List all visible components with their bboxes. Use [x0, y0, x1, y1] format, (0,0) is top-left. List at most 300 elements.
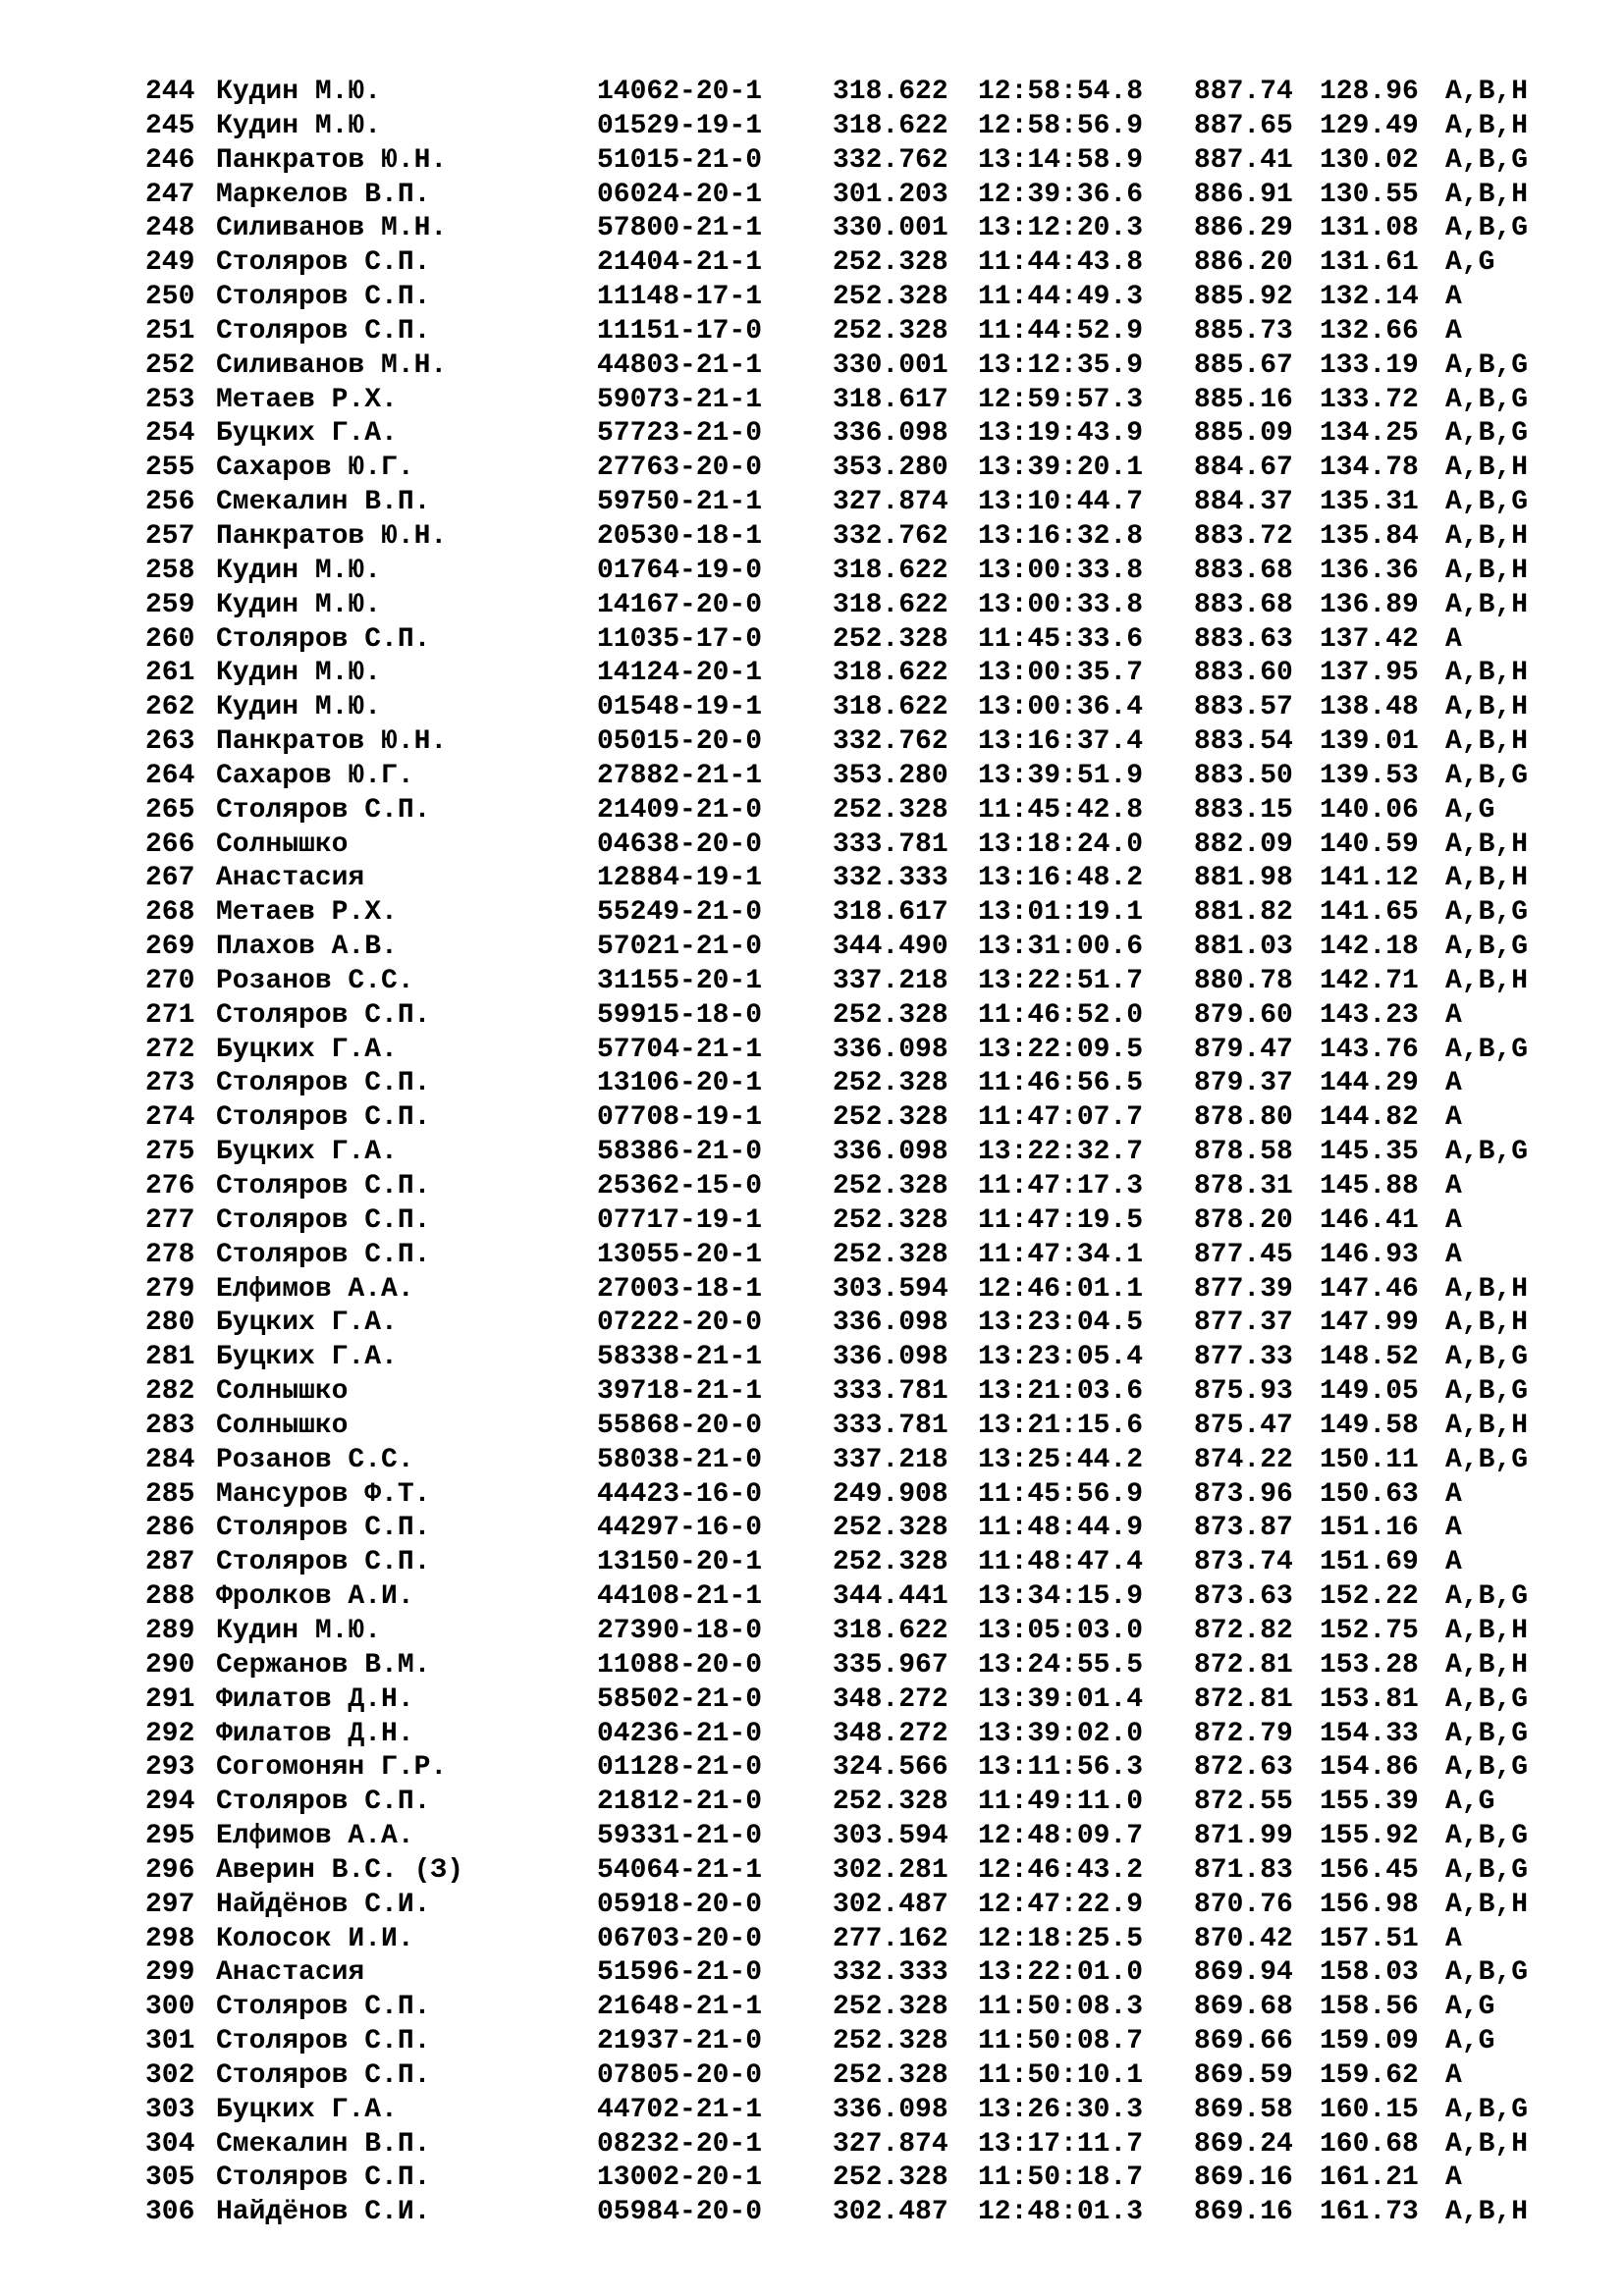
coefficient: 147.46 — [1320, 1273, 1419, 1305]
ring-number: 07717-19-1 — [597, 1204, 763, 1236]
categories: A,B,H — [1445, 965, 1529, 996]
place-number: 252 — [145, 349, 195, 381]
place-number: 253 — [145, 384, 195, 415]
participant-name: Солнышко — [216, 1410, 349, 1441]
ring-number: 44297-16-0 — [597, 1513, 763, 1544]
coefficient: 152.22 — [1320, 1581, 1419, 1613]
distance: 318.622 — [833, 1615, 948, 1646]
participant-name: Столяров С.П. — [216, 1239, 431, 1270]
coefficient: 143.76 — [1320, 1034, 1419, 1065]
categories: A,B,H — [1445, 726, 1529, 758]
arrival-time: 12:58:56.9 — [978, 110, 1144, 141]
arrival-time: 13:23:05.4 — [978, 1342, 1144, 1373]
coefficient: 159.09 — [1320, 2026, 1419, 2057]
categories: A — [1445, 1478, 1462, 1510]
participant-name: Буцких Г.А. — [216, 1137, 398, 1168]
coefficient: 158.03 — [1320, 1957, 1419, 1989]
place-number: 266 — [145, 828, 195, 860]
participant-name: Смекалин В.П. — [216, 487, 431, 518]
coefficient: 141.65 — [1320, 897, 1419, 929]
speed: 869.24 — [1194, 2128, 1293, 2160]
ring-number: 07222-20-0 — [597, 1308, 763, 1339]
participant-name: Буцких Г.А. — [216, 418, 398, 450]
ring-number: 51015-21-0 — [597, 144, 763, 176]
speed: 870.76 — [1194, 1889, 1293, 1920]
ring-number: 11035-17-0 — [597, 623, 763, 655]
arrival-time: 13:18:24.0 — [978, 828, 1144, 860]
speed: 871.83 — [1194, 1854, 1293, 1886]
speed: 879.60 — [1194, 999, 1293, 1031]
coefficient: 153.81 — [1320, 1683, 1419, 1715]
participant-name: Елфимов А.А. — [216, 1821, 414, 1852]
distance: 336.098 — [833, 1137, 948, 1168]
place-number: 265 — [145, 794, 195, 826]
categories: A — [1445, 2059, 1462, 2091]
ring-number: 54064-21-1 — [597, 1854, 763, 1886]
categories: A,B,H — [1445, 1273, 1529, 1305]
distance: 252.328 — [833, 2026, 948, 2057]
speed: 886.91 — [1194, 179, 1293, 210]
coefficient: 157.51 — [1320, 1923, 1419, 1954]
arrival-time: 11:45:42.8 — [978, 794, 1144, 826]
participant-name: Кудин М.Ю. — [216, 658, 382, 689]
distance: 252.328 — [833, 1068, 948, 1099]
speed: 871.99 — [1194, 1821, 1293, 1852]
categories: A,B,G — [1445, 897, 1529, 929]
place-number: 246 — [145, 144, 195, 176]
distance: 336.098 — [833, 1342, 948, 1373]
arrival-time: 13:19:43.9 — [978, 418, 1144, 450]
participant-name: Метаев Р.Х. — [216, 897, 398, 929]
speed: 885.09 — [1194, 418, 1293, 450]
arrival-time: 13:39:51.9 — [978, 760, 1144, 791]
coefficient: 140.59 — [1320, 828, 1419, 860]
coefficient: 141.12 — [1320, 863, 1419, 894]
distance: 252.328 — [833, 315, 948, 347]
participant-name: Столяров С.П. — [216, 1171, 431, 1201]
speed: 869.58 — [1194, 2094, 1293, 2125]
categories: A — [1445, 1513, 1462, 1544]
distance: 249.908 — [833, 1478, 948, 1510]
place-number: 244 — [145, 77, 195, 107]
arrival-time: 12:59:57.3 — [978, 384, 1144, 415]
coefficient: 160.15 — [1320, 2094, 1419, 2125]
coefficient: 149.05 — [1320, 1376, 1419, 1408]
coefficient: 143.23 — [1320, 999, 1419, 1031]
place-number: 267 — [145, 863, 195, 894]
ring-number: 57704-21-1 — [597, 1034, 763, 1065]
speed: 883.54 — [1194, 726, 1293, 758]
distance: 327.874 — [833, 487, 948, 518]
arrival-time: 13:00:33.8 — [978, 555, 1144, 586]
coefficient: 152.75 — [1320, 1615, 1419, 1646]
arrival-time: 13:12:35.9 — [978, 349, 1144, 381]
participant-name: Кудин М.Ю. — [216, 1615, 382, 1646]
distance: 344.490 — [833, 932, 948, 963]
place-number: 301 — [145, 2026, 195, 2057]
coefficient: 133.72 — [1320, 384, 1419, 415]
distance: 252.328 — [833, 247, 948, 279]
speed: 869.16 — [1194, 2163, 1293, 2194]
arrival-time: 13:22:09.5 — [978, 1034, 1144, 1065]
ring-number: 14167-20-0 — [597, 589, 763, 620]
categories: A,B,G — [1445, 1342, 1529, 1373]
speed: 884.37 — [1194, 487, 1293, 518]
speed: 885.73 — [1194, 315, 1293, 347]
ring-number: 05918-20-0 — [597, 1889, 763, 1920]
arrival-time: 12:48:09.7 — [978, 1821, 1144, 1852]
participant-name: Столяров С.П. — [216, 999, 431, 1031]
participant-name: Кудин М.Ю. — [216, 589, 382, 620]
ring-number: 58502-21-0 — [597, 1683, 763, 1715]
ring-number: 44108-21-1 — [597, 1581, 763, 1613]
speed: 872.81 — [1194, 1649, 1293, 1681]
participant-name: Сахаров Ю.Г. — [216, 760, 414, 791]
speed: 878.80 — [1194, 1102, 1293, 1134]
speed: 885.92 — [1194, 282, 1293, 313]
distance: 302.281 — [833, 1854, 948, 1886]
ring-number: 44803-21-1 — [597, 349, 763, 381]
ring-number: 21937-21-0 — [597, 2026, 763, 2057]
ring-number: 21404-21-1 — [597, 247, 763, 279]
coefficient: 136.89 — [1320, 589, 1419, 620]
speed: 869.68 — [1194, 1992, 1293, 2023]
distance: 302.487 — [833, 2197, 948, 2228]
place-number: 258 — [145, 555, 195, 586]
distance: 333.781 — [833, 1410, 948, 1441]
distance: 324.566 — [833, 1752, 948, 1784]
ring-number: 58386-21-0 — [597, 1137, 763, 1168]
place-number: 269 — [145, 932, 195, 963]
arrival-time: 11:47:34.1 — [978, 1239, 1144, 1270]
coefficient: 146.41 — [1320, 1204, 1419, 1236]
categories: A,B,H — [1445, 110, 1529, 141]
participant-name: Столяров С.П. — [216, 2059, 431, 2091]
coefficient: 149.58 — [1320, 1410, 1419, 1441]
distance: 252.328 — [833, 1171, 948, 1201]
distance: 252.328 — [833, 1102, 948, 1134]
distance: 333.781 — [833, 1376, 948, 1408]
distance: 302.487 — [833, 1889, 948, 1920]
place-number: 247 — [145, 179, 195, 210]
participant-name: Буцких Г.А. — [216, 2094, 398, 2125]
arrival-time: 13:00:35.7 — [978, 658, 1144, 689]
categories: A — [1445, 999, 1462, 1031]
speed: 883.15 — [1194, 794, 1293, 826]
categories: A,B,G — [1445, 487, 1529, 518]
categories: A,G — [1445, 1992, 1495, 2023]
coefficient: 132.14 — [1320, 282, 1419, 313]
categories: A,B,H — [1445, 1889, 1529, 1920]
ring-number: 07708-19-1 — [597, 1102, 763, 1134]
distance: 318.622 — [833, 555, 948, 586]
ring-number: 27003-18-1 — [597, 1273, 763, 1305]
speed: 883.68 — [1194, 589, 1293, 620]
arrival-time: 11:46:56.5 — [978, 1068, 1144, 1099]
place-number: 296 — [145, 1854, 195, 1886]
arrival-time: 11:48:44.9 — [978, 1513, 1144, 1544]
arrival-time: 13:01:19.1 — [978, 897, 1144, 929]
participant-name: Метаев Р.Х. — [216, 384, 398, 415]
coefficient: 156.45 — [1320, 1854, 1419, 1886]
participant-name: Столяров С.П. — [216, 1204, 431, 1236]
coefficient: 145.35 — [1320, 1137, 1419, 1168]
speed: 887.74 — [1194, 77, 1293, 107]
coefficient: 145.88 — [1320, 1171, 1419, 1201]
categories: A,B,G — [1445, 349, 1529, 381]
coefficient: 158.56 — [1320, 1992, 1419, 2023]
ring-number: 06024-20-1 — [597, 179, 763, 210]
participant-name: Кудин М.Ю. — [216, 555, 382, 586]
distance: 336.098 — [833, 1308, 948, 1339]
distance: 303.594 — [833, 1821, 948, 1852]
coefficient: 138.48 — [1320, 692, 1419, 723]
ring-number: 04638-20-0 — [597, 828, 763, 860]
place-number: 286 — [145, 1513, 195, 1544]
coefficient: 161.73 — [1320, 2197, 1419, 2228]
categories: A,B,G — [1445, 1444, 1529, 1475]
categories: A,B,H — [1445, 453, 1529, 484]
place-number: 305 — [145, 2163, 195, 2194]
arrival-time: 11:47:17.3 — [978, 1171, 1144, 1201]
distance: 348.272 — [833, 1683, 948, 1715]
place-number: 271 — [145, 999, 195, 1031]
categories: A — [1445, 1171, 1462, 1201]
coefficient: 147.99 — [1320, 1308, 1419, 1339]
arrival-time: 13:16:48.2 — [978, 863, 1144, 894]
arrival-time: 13:16:37.4 — [978, 726, 1144, 758]
place-number: 272 — [145, 1034, 195, 1065]
place-number: 273 — [145, 1068, 195, 1099]
ring-number: 59750-21-1 — [597, 487, 763, 518]
participant-name: Найдёнов С.И. — [216, 1889, 431, 1920]
place-number: 276 — [145, 1171, 195, 1201]
arrival-time: 11:44:52.9 — [978, 315, 1144, 347]
arrival-time: 13:14:58.9 — [978, 144, 1144, 176]
ring-number: 44702-21-1 — [597, 2094, 763, 2125]
speed: 872.81 — [1194, 1683, 1293, 1715]
place-number: 248 — [145, 213, 195, 244]
arrival-time: 12:18:25.5 — [978, 1923, 1144, 1954]
ring-number: 01529-19-1 — [597, 110, 763, 141]
arrival-time: 11:50:10.1 — [978, 2059, 1144, 2091]
participant-name: Кудин М.Ю. — [216, 110, 382, 141]
distance: 301.203 — [833, 179, 948, 210]
participant-name: Столяров С.П. — [216, 623, 431, 655]
categories: A,B,H — [1445, 863, 1529, 894]
coefficient: 135.31 — [1320, 487, 1419, 518]
speed: 881.82 — [1194, 897, 1293, 929]
coefficient: 134.25 — [1320, 418, 1419, 450]
arrival-time: 13:21:15.6 — [978, 1410, 1144, 1441]
ring-number: 20530-18-1 — [597, 520, 763, 552]
participant-name: Столяров С.П. — [216, 1547, 431, 1578]
categories: A,B,G — [1445, 932, 1529, 963]
participant-name: Столяров С.П. — [216, 282, 431, 313]
arrival-time: 13:25:44.2 — [978, 1444, 1144, 1475]
distance: 333.781 — [833, 828, 948, 860]
categories: A,B,G — [1445, 418, 1529, 450]
distance: 353.280 — [833, 760, 948, 791]
place-number: 285 — [145, 1478, 195, 1510]
speed: 880.78 — [1194, 965, 1293, 996]
ring-number: 51596-21-0 — [597, 1957, 763, 1989]
arrival-time: 13:05:03.0 — [978, 1615, 1144, 1646]
place-number: 262 — [145, 692, 195, 723]
arrival-time: 12:39:36.6 — [978, 179, 1144, 210]
arrival-time: 13:26:30.3 — [978, 2094, 1144, 2125]
speed: 873.74 — [1194, 1547, 1293, 1578]
ring-number: 11148-17-1 — [597, 282, 763, 313]
arrival-time: 13:34:15.9 — [978, 1581, 1144, 1613]
place-number: 260 — [145, 623, 195, 655]
ring-number: 05015-20-0 — [597, 726, 763, 758]
categories: A,B,G — [1445, 1683, 1529, 1715]
coefficient: 160.68 — [1320, 2128, 1419, 2160]
place-number: 275 — [145, 1137, 195, 1168]
participant-name: Столяров С.П. — [216, 1102, 431, 1134]
arrival-time: 13:22:01.0 — [978, 1957, 1144, 1989]
categories: A,B,G — [1445, 144, 1529, 176]
categories: A,B,H — [1445, 1615, 1529, 1646]
coefficient: 155.39 — [1320, 1787, 1419, 1818]
participant-name: Анастасия — [216, 863, 365, 894]
place-number: 287 — [145, 1547, 195, 1578]
categories: A — [1445, 2163, 1462, 2194]
categories: A — [1445, 282, 1462, 313]
arrival-time: 12:58:54.8 — [978, 77, 1144, 107]
coefficient: 161.21 — [1320, 2163, 1419, 2194]
participant-name: Силиванов М.Н. — [216, 349, 448, 381]
coefficient: 129.49 — [1320, 110, 1419, 141]
ring-number: 14062-20-1 — [597, 77, 763, 107]
coefficient: 136.36 — [1320, 555, 1419, 586]
participant-name: Кудин М.Ю. — [216, 692, 382, 723]
coefficient: 142.71 — [1320, 965, 1419, 996]
speed: 872.82 — [1194, 1615, 1293, 1646]
speed: 872.79 — [1194, 1718, 1293, 1749]
coefficient: 137.95 — [1320, 658, 1419, 689]
arrival-time: 13:00:33.8 — [978, 589, 1144, 620]
speed: 883.72 — [1194, 520, 1293, 552]
participant-name: Розанов С.С. — [216, 1444, 414, 1475]
coefficient: 148.52 — [1320, 1342, 1419, 1373]
categories: A — [1445, 1204, 1462, 1236]
participant-name: Филатов Д.Н. — [216, 1683, 414, 1715]
participant-name: Аверин В.С. (З) — [216, 1854, 464, 1886]
participant-name: Силиванов М.Н. — [216, 213, 448, 244]
categories: A,B,H — [1445, 1410, 1529, 1441]
speed: 883.50 — [1194, 760, 1293, 791]
participant-name: Солнышко — [216, 1376, 349, 1408]
coefficient: 156.98 — [1320, 1889, 1419, 1920]
distance: 353.280 — [833, 453, 948, 484]
distance: 348.272 — [833, 1718, 948, 1749]
distance: 337.218 — [833, 1444, 948, 1475]
ring-number: 27763-20-0 — [597, 453, 763, 484]
place-number: 261 — [145, 658, 195, 689]
place-number: 256 — [145, 487, 195, 518]
categories: A — [1445, 1239, 1462, 1270]
place-number: 251 — [145, 315, 195, 347]
distance: 337.218 — [833, 965, 948, 996]
ring-number: 31155-20-1 — [597, 965, 763, 996]
categories: A,B,G — [1445, 213, 1529, 244]
ring-number: 13150-20-1 — [597, 1547, 763, 1578]
participant-name: Столяров С.П. — [216, 1068, 431, 1099]
participant-name: Плахов А.В. — [216, 932, 398, 963]
participant-name: Мансуров Ф.Т. — [216, 1478, 431, 1510]
coefficient: 159.62 — [1320, 2059, 1419, 2091]
categories: A — [1445, 1547, 1462, 1578]
arrival-time: 11:50:08.3 — [978, 1992, 1144, 2023]
categories: A,B,H — [1445, 179, 1529, 210]
coefficient: 144.82 — [1320, 1102, 1419, 1134]
ring-number: 59915-18-0 — [597, 999, 763, 1031]
distance: 252.328 — [833, 1547, 948, 1578]
categories: A,B,H — [1445, 828, 1529, 860]
participant-name: Сержанов В.М. — [216, 1649, 431, 1681]
speed: 869.16 — [1194, 2197, 1293, 2228]
speed: 877.33 — [1194, 1342, 1293, 1373]
arrival-time: 13:39:02.0 — [978, 1718, 1144, 1749]
ring-number: 13106-20-1 — [597, 1068, 763, 1099]
speed: 886.29 — [1194, 213, 1293, 244]
speed: 872.63 — [1194, 1752, 1293, 1784]
speed: 873.87 — [1194, 1513, 1293, 1544]
participant-name: Фролков А.И. — [216, 1581, 414, 1613]
ring-number: 21812-21-0 — [597, 1787, 763, 1818]
categories: A,B,H — [1445, 589, 1529, 620]
distance: 336.098 — [833, 418, 948, 450]
distance: 252.328 — [833, 1992, 948, 2023]
distance: 252.328 — [833, 2163, 948, 2194]
place-number: 295 — [145, 1821, 195, 1852]
place-number: 281 — [145, 1342, 195, 1373]
categories: A,B,H — [1445, 520, 1529, 552]
arrival-time: 13:17:11.7 — [978, 2128, 1144, 2160]
arrival-time: 11:50:18.7 — [978, 2163, 1144, 2194]
ring-number: 25362-15-0 — [597, 1171, 763, 1201]
participant-name: Столяров С.П. — [216, 247, 431, 279]
distance: 336.098 — [833, 1034, 948, 1065]
ring-number: 55868-20-0 — [597, 1410, 763, 1441]
place-number: 283 — [145, 1410, 195, 1441]
speed: 877.39 — [1194, 1273, 1293, 1305]
categories: A — [1445, 1068, 1462, 1099]
ring-number: 01128-21-0 — [597, 1752, 763, 1784]
speed: 885.16 — [1194, 384, 1293, 415]
speed: 870.42 — [1194, 1923, 1293, 1954]
categories: A,G — [1445, 794, 1495, 826]
distance: 318.622 — [833, 589, 948, 620]
ring-number: 39718-21-1 — [597, 1376, 763, 1408]
place-number: 280 — [145, 1308, 195, 1339]
place-number: 259 — [145, 589, 195, 620]
participant-name: Буцких Г.А. — [216, 1342, 398, 1373]
ring-number: 04236-21-0 — [597, 1718, 763, 1749]
ring-number: 08232-20-1 — [597, 2128, 763, 2160]
arrival-time: 11:44:43.8 — [978, 247, 1144, 279]
place-number: 263 — [145, 726, 195, 758]
arrival-time: 11:49:11.0 — [978, 1787, 1144, 1818]
coefficient: 130.55 — [1320, 179, 1419, 210]
distance: 327.874 — [833, 2128, 948, 2160]
participant-name: Маркелов В.П. — [216, 179, 431, 210]
participant-name: Кудин М.Ю. — [216, 77, 382, 107]
participant-name: Столяров С.П. — [216, 2026, 431, 2057]
distance: 330.001 — [833, 349, 948, 381]
